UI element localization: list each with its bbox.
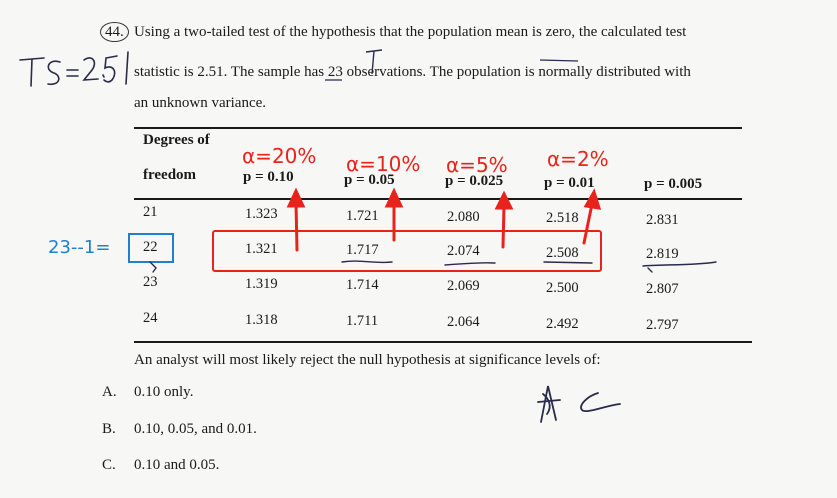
handwritten-underline	[445, 263, 495, 265]
alpha-annotation: α=5%	[446, 153, 508, 177]
table-cell: 1.321	[245, 241, 278, 257]
alpha-annotation: α=20%	[242, 144, 317, 168]
arrow-icon	[586, 192, 599, 208]
table-row-df: 21	[143, 204, 158, 220]
column-header: p = 0.05	[344, 172, 395, 188]
column-header: p = 0.005	[644, 176, 703, 192]
table-cell: 2.831	[646, 212, 679, 228]
header-freedom: freedom	[143, 167, 197, 183]
handwritten-underline	[544, 262, 592, 263]
arrow-icon	[296, 202, 297, 250]
table-cell: 1.711	[346, 313, 379, 329]
arrow-icon	[497, 194, 511, 208]
handwritten-mark	[366, 50, 382, 74]
question-number: 44.	[100, 22, 129, 42]
table-cell: 2.064	[447, 314, 480, 330]
table-cell: 2.518	[546, 210, 579, 226]
handwritten-mark	[648, 268, 652, 272]
handwritten-mark	[150, 262, 156, 272]
table-cell: 2.492	[546, 316, 579, 332]
arrow-icon	[584, 204, 592, 243]
handwritten-underline	[342, 261, 392, 262]
table-cell: 2.508	[546, 245, 579, 261]
option-letter: A.	[102, 384, 117, 400]
column-header: p = 0.10	[243, 169, 294, 185]
column-header: p = 0.025	[445, 173, 504, 189]
question-line-1: Using a two-tailed test of the hypothesis that the population mean is zero, the calculated test	[134, 24, 687, 40]
table-cell: 1.714	[346, 277, 379, 293]
table-row-df: 22	[143, 239, 158, 255]
alpha-annotation: α=10%	[346, 152, 421, 176]
table-cell: 2.080	[447, 209, 480, 225]
df-calculation-note: 23--1=	[48, 237, 111, 258]
table-cell: 1.319	[245, 276, 278, 292]
arrow-icon	[387, 191, 401, 206]
handwritten-underline	[643, 262, 716, 266]
option-letter: C.	[102, 457, 116, 473]
table-cell: 2.819	[646, 246, 679, 262]
answer-prompt: An analyst will most likely reject the null hypothesis at significance levels of:	[134, 352, 601, 368]
column-header: p = 0.01	[544, 175, 595, 191]
table-cell: 2.074	[447, 243, 480, 259]
handwritten-answer	[538, 386, 620, 422]
question-line-3: an unknown variance.	[134, 95, 267, 111]
table-cell: 1.323	[245, 206, 278, 222]
option-text: 0.10, 0.05, and 0.01.	[134, 421, 257, 437]
arrow-icon	[503, 205, 504, 247]
table-cell: 2.797	[646, 317, 679, 333]
handwritten-ts-note	[20, 52, 128, 86]
option-text: 0.10 and 0.05.	[134, 457, 220, 473]
arrow-icon	[289, 191, 303, 206]
handwritten-underline	[540, 60, 578, 61]
table-row-df: 23	[143, 274, 158, 290]
table-cell: 1.721	[346, 208, 379, 224]
header-degrees-of: Degrees of	[143, 132, 210, 148]
alpha-annotation: α=2%	[547, 147, 609, 171]
table-cell: 1.717	[346, 242, 379, 258]
table-cell: 2.069	[447, 278, 480, 294]
table-row-df: 24	[143, 310, 158, 326]
option-text: 0.10 only.	[134, 384, 194, 400]
table-cell: 2.807	[646, 281, 679, 297]
question-line-2: statistic is 2.51. The sample has 23 observations. The population is normally distributed with	[134, 64, 691, 80]
table-cell: 1.318	[245, 312, 278, 328]
option-letter: B.	[102, 421, 116, 437]
table-cell: 2.500	[546, 280, 579, 296]
